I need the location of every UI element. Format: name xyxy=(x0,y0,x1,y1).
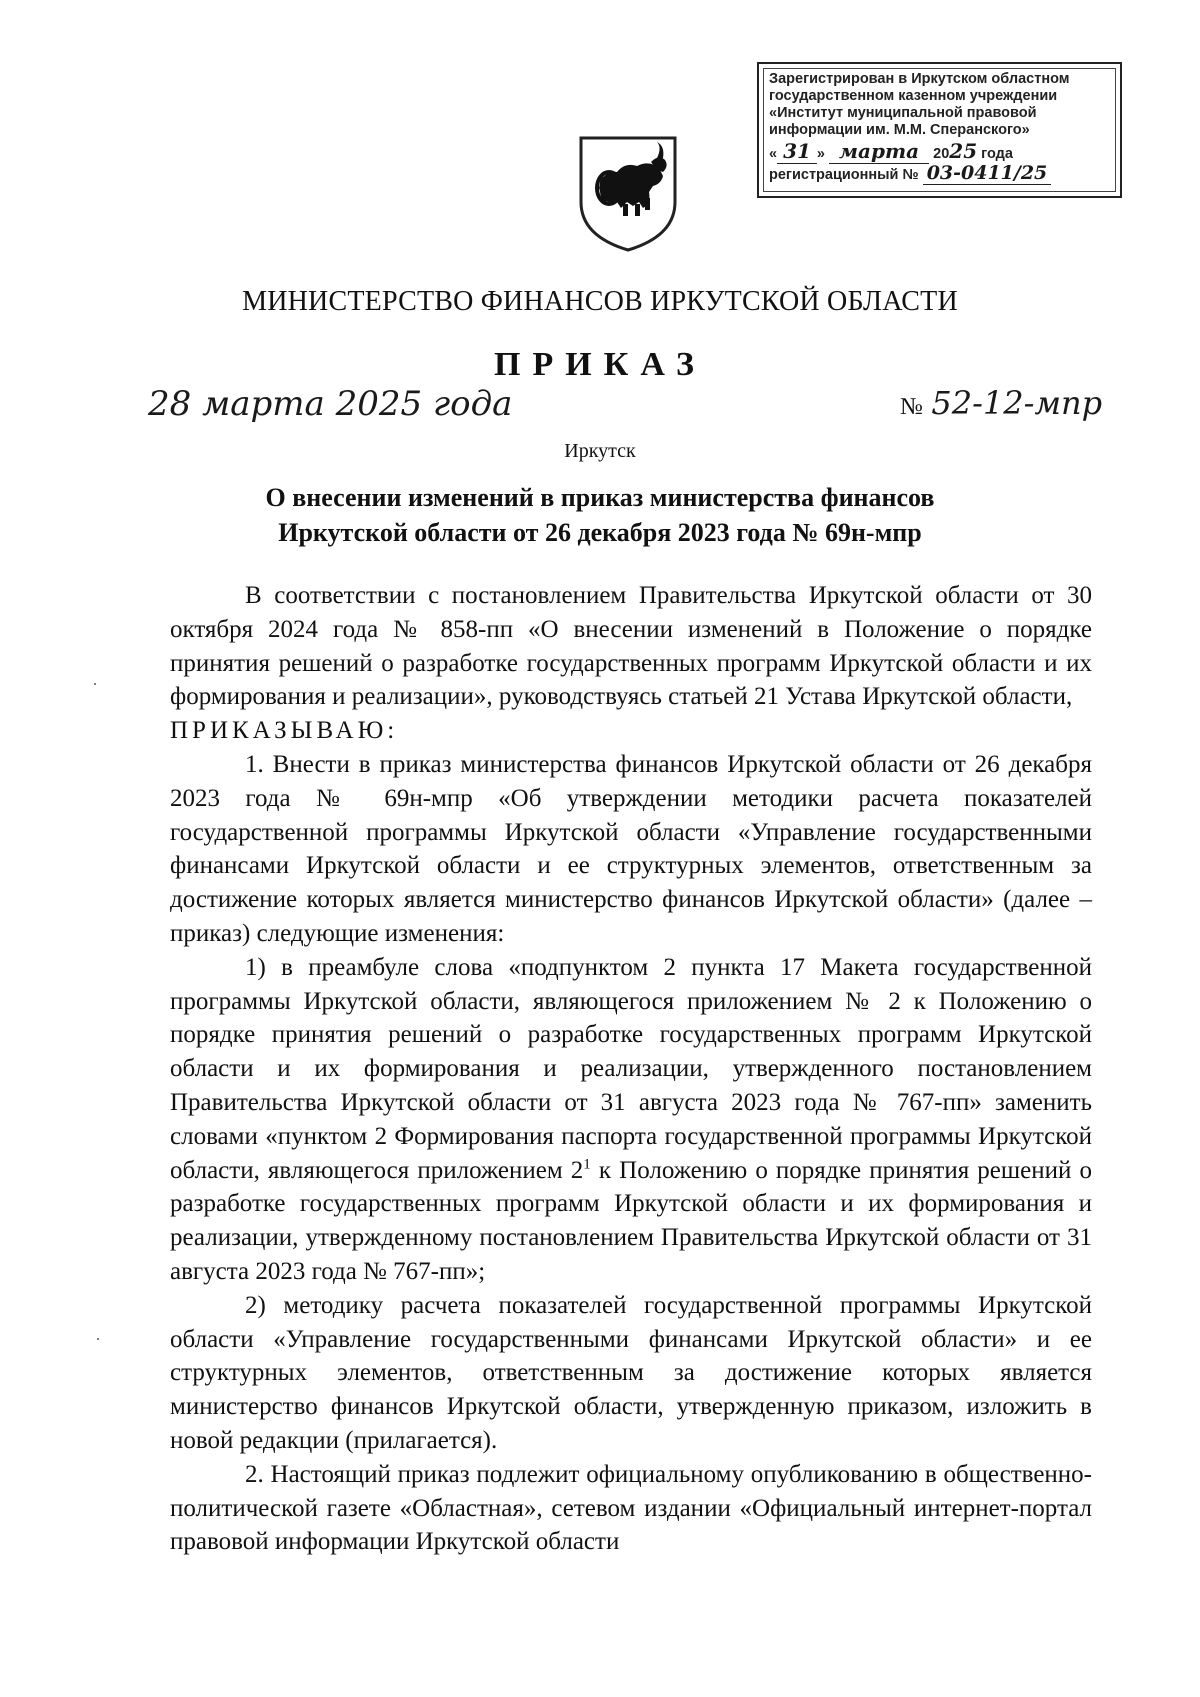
preamble-paragraph: В соответствии с постановлением Правительства Иркутской области от 30 октября 2024 года № 858-пп «О внесении изменений в Положение о порядке принятия решений о разработке государственных программ Иркутской области и их формирования и реализации», руководствуясь статьей 21 Устава Иркутской области, xyxy=(170,582,1092,711)
order-number-handwritten: 52-12-мпр xyxy=(931,384,1103,422)
coat-of-arms-icon xyxy=(573,132,683,254)
document-type: ПРИКАЗ xyxy=(494,346,706,383)
stamp-date-line: « 31 » марта 2025 года xyxy=(769,139,1013,163)
stamp-day-handwritten: 31 xyxy=(777,139,817,164)
clause-2-paragraph: 2. Настоящий приказ подлежит официальному опубликованию в общественно-политической газете «Областная», сетевом издании «Официальный интернет-портал правовой информации Иркутской области xyxy=(170,1460,1092,1556)
stamp-line-2: государственном казенном учреждении xyxy=(769,88,1058,104)
subclause-1-text-b: к Положению о порядке принятия решений о разработке государственных программ Иркутской области и их формирования и реализации, утвержденному постановлением Правительства Иркутской области от 31 августа 2023 года № 767-пп»; xyxy=(170,1156,1092,1285)
clause-1-paragraph: 1. Внести в приказ министерства финансов Иркутской области от 26 декабря 2023 года № 69н-мпр «Об утверждении методики расчета показателей государственной программы Иркутской области «Управление государственными финансами Иркутской области и ее структурных элементов, ответственным за достижение которых является министерство финансов Иркутской области» (далее – приказ) следующие изменения: xyxy=(170,750,1092,947)
scan-speck xyxy=(94,683,96,685)
stamp-reg-number-handwritten: 03-0411/25 xyxy=(923,162,1052,185)
subject-line-2: Иркутской области от 26 декабря 2023 года № 69н-мпр xyxy=(278,518,922,547)
ministry-name: МИНИСТЕРСТВО ФИНАНСОВ ИРКУТСКОЙ ОБЛАСТИ xyxy=(242,286,958,317)
order-number-block xyxy=(900,384,1102,423)
order-date-handwritten: 28 марта 2025 года xyxy=(148,384,513,424)
subject-line-1: О внесении изменений в приказ министерства финансов xyxy=(265,483,935,512)
subclause-1-text-a: 1) в преамбуле слова «подпунктом 2 пункта 17 Макета государственной программы Иркутской области, являющегося приложением № 2 к Положению о порядке принятия решений о разработке государственных программ Иркутской области и их формирования и реализации, утвержденного постановлением Правительства Иркутской области от 31 августа 2023 года № 767-пп» заменить словами «пунктом 2 Формирования паспорта государственной программы Иркутской области, являющегося приложением 2 xyxy=(170,953,1092,1184)
registration-stamp xyxy=(757,62,1122,198)
number-sign: № xyxy=(900,394,923,420)
city: Иркутск xyxy=(564,440,636,462)
superscript: 1 xyxy=(583,1156,591,1173)
subclause-1-paragraph xyxy=(170,951,1092,1289)
order-word: ПРИКАЗЫВАЮ: xyxy=(170,717,399,745)
stamp-reg-label: регистрационный № xyxy=(769,167,919,183)
stamp-text xyxy=(769,71,1069,184)
stamp-line-1: Зарегистрирован в Иркутском областном xyxy=(769,71,1070,87)
order-subject xyxy=(180,480,1020,550)
stamp-year-suffix: года xyxy=(981,146,1013,162)
stamp-line-3: «Институт муниципальной правовой xyxy=(769,105,1037,121)
subclause-2-paragraph: 2) методику расчета показателей государственной программы Иркутской области «Управление государственными финансами Иркутской области» и ее структурных элементов, ответственным за достижение которых является министерство финансов Иркутской области, утвержденную приказом, изложить в новой редакции (прилагается). xyxy=(170,1291,1092,1454)
stamp-reg-line xyxy=(769,162,1069,184)
stamp-month-handwritten: марта xyxy=(829,139,929,164)
stamp-year-prefix: 20 xyxy=(933,146,950,162)
stamp-year-handwritten: 25 xyxy=(949,139,978,163)
scan-speck xyxy=(97,1338,99,1340)
stamp-line-4: информации им. М.М. Сперанского» xyxy=(769,122,1030,138)
order-body xyxy=(170,579,1092,1559)
